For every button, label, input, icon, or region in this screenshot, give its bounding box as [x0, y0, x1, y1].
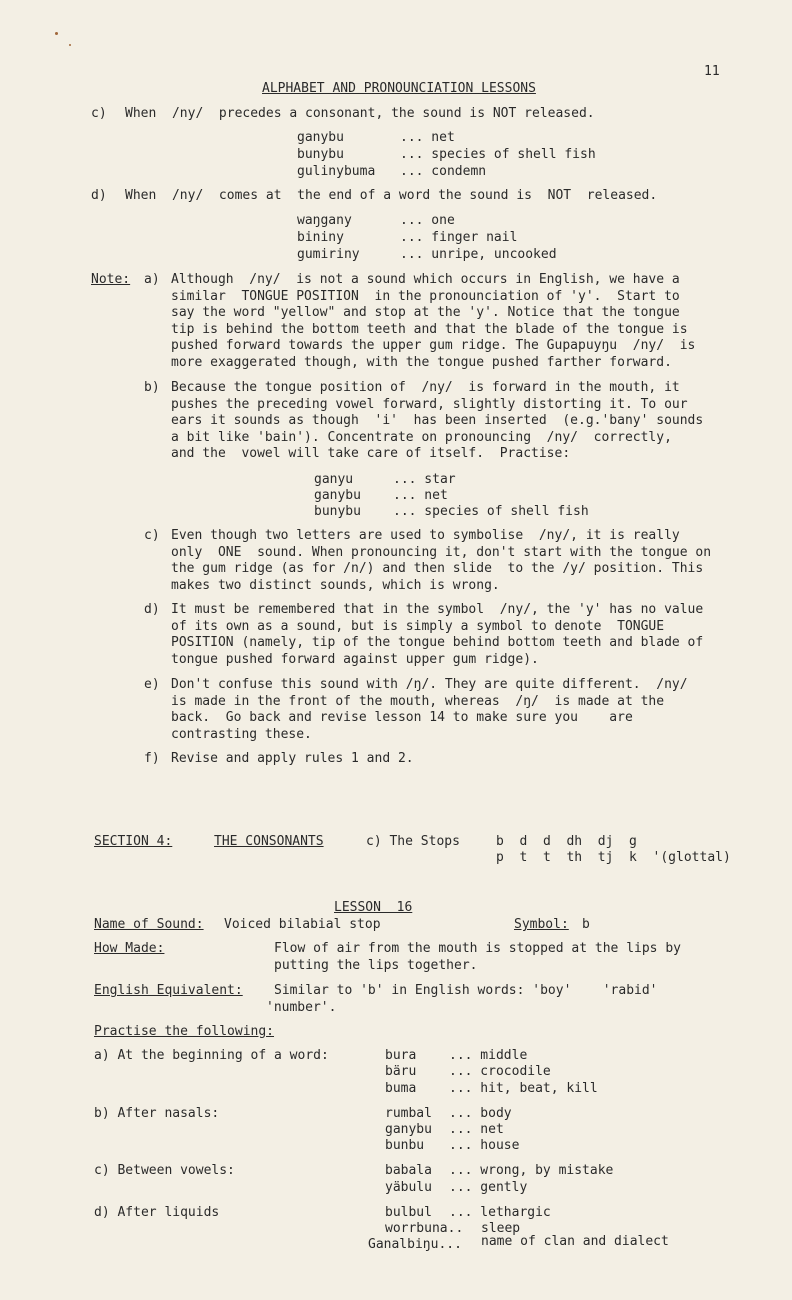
- example-gloss: ... one: [400, 213, 455, 228]
- example-gloss: ... lethargic: [449, 1205, 551, 1220]
- example-gloss: ... net: [449, 1122, 504, 1137]
- text-line: tip is behind the bottom teeth and that the blade of the tongue is: [171, 321, 688, 337]
- note-f-label: f): [144, 751, 160, 766]
- example-word: ganybu: [314, 488, 361, 503]
- text-line: the gum ridge (as for /n/) and then slide to the /y/ position. This: [171, 561, 704, 577]
- text-line: contrasting these.: [171, 726, 312, 742]
- item-d-text: When /ny/ comes at the end of a word the sound is NOT released.: [125, 188, 658, 203]
- practise-group-label: a) At the beginning of a word:: [94, 1048, 329, 1063]
- paper-stain: [69, 44, 71, 46]
- page-number: 11: [704, 64, 720, 79]
- example-word: gulinybuma: [297, 164, 376, 179]
- paper-stain: [55, 32, 58, 35]
- stops-label: c) The Stops: [366, 834, 460, 849]
- example-word: ganyu: [314, 472, 354, 487]
- note-d-text: [171, 602, 703, 668]
- example-word: waŋgany: [297, 213, 352, 228]
- example-word: worrbuna..: [385, 1221, 464, 1236]
- item-c-label: c): [91, 106, 107, 121]
- symbol-label: Symbol:: [514, 917, 569, 932]
- lesson-title: LESSON 16: [334, 900, 413, 915]
- text-line: makes two distinct sounds, which is wrong.: [171, 577, 500, 593]
- text-line: Although /ny/ is not a sound which occurs in English, we have a: [171, 272, 680, 287]
- example-word: Ganalbiŋu...: [368, 1237, 462, 1252]
- section-number: SECTION 4:: [94, 834, 173, 849]
- example-word: bininy: [297, 230, 344, 245]
- example-gloss: ... house: [449, 1138, 520, 1153]
- text-line: Even though two letters are used to symbolise /ny/, it is really: [171, 528, 680, 543]
- practise-group-label: c) Between vowels:: [94, 1163, 235, 1178]
- how-made-line: Flow of air from the mouth is stopped at the lips by: [274, 941, 681, 956]
- example-word: bäru: [385, 1064, 417, 1079]
- text-line: Don't confuse this sound with /ŋ/. They are quite different. /ny/: [171, 677, 688, 692]
- text-line: similar TONGUE POSITION in the pronounciation of 'y'. Start to: [171, 288, 680, 304]
- example-word: babala: [385, 1163, 432, 1178]
- example-gloss: ... net: [400, 130, 455, 145]
- example-gloss: ... star: [393, 472, 456, 487]
- note-d-label: d): [144, 602, 160, 617]
- note-c-label: c): [144, 528, 160, 543]
- name-of-sound-value: Voiced bilabial stop: [224, 917, 381, 932]
- note-c-text: [171, 528, 711, 594]
- text-line: Because the tongue position of /ny/ is forward in the mouth, it: [171, 380, 680, 395]
- example-gloss: ... crocodile: [449, 1064, 551, 1079]
- text-line: It must be remembered that in the symbol /ny/, the 'y' has no value: [171, 602, 704, 617]
- text-line: pushes the preceding vowel forward, slightly distorting it. To our: [171, 396, 688, 412]
- note-b-label: b): [144, 380, 160, 395]
- how-made-label: How Made:: [94, 941, 165, 956]
- how-made-line: putting the lips together.: [274, 958, 478, 973]
- item-c-text: When /ny/ precedes a consonant, the sound is NOT released.: [125, 106, 595, 121]
- text-line: pushed forward towards the upper gum ridge. The Gupapuyŋu /ny/ is: [171, 338, 696, 354]
- practise-group-label: d) After liquids: [94, 1205, 220, 1220]
- note-e-text: [171, 677, 688, 743]
- english-equivalent-text: 'number'.: [266, 1000, 337, 1015]
- example-word: bunbu: [385, 1138, 425, 1153]
- example-gloss: ... condemn: [400, 164, 487, 179]
- example-gloss: ... gently: [449, 1180, 528, 1195]
- example-word: rumbal: [385, 1106, 432, 1121]
- example-gloss: ... unripe, uncooked: [400, 247, 557, 262]
- example-word: bulbul: [385, 1205, 432, 1220]
- text-line: a bit like 'bain'). Concentrate on pronouncing /ny/ correctly,: [171, 429, 672, 445]
- note-b-text: [171, 380, 703, 463]
- practise-group-label: b) After nasals:: [94, 1106, 220, 1121]
- example-word: bunybu: [297, 147, 344, 162]
- example-gloss: ... body: [449, 1106, 512, 1121]
- note-a-label: a): [144, 272, 160, 287]
- example-gloss: ... finger nail: [400, 230, 518, 245]
- example-gloss: ... middle: [449, 1048, 528, 1063]
- stops-row-voiceless: p t t th tj k '(glottal): [496, 850, 731, 865]
- example-word: yäbulu: [385, 1180, 432, 1195]
- text-line: of its own as a sound, but is simply a symbol to denote TONGUE: [171, 618, 665, 634]
- name-of-sound-label: Name of Sound:: [94, 917, 204, 932]
- text-line: more exaggerated though, with the tongue pushed farther forward.: [171, 354, 672, 370]
- symbol-value: b: [582, 917, 590, 932]
- example-gloss: ... net: [393, 488, 448, 503]
- text-line: only ONE sound. When pronouncing it, don't start with the tongue on: [171, 544, 712, 560]
- example-gloss: ... species of shell fish: [393, 504, 589, 519]
- stops-row-voiced: b d d dh dj g: [496, 834, 637, 849]
- example-word: ganybu: [385, 1122, 432, 1137]
- section-title: THE CONSONANTS: [214, 834, 324, 849]
- text-line: tongue pushed forward against upper gum ridge).: [171, 651, 539, 667]
- example-word: buma: [385, 1081, 417, 1096]
- example-word: ganybu: [297, 130, 344, 145]
- english-equivalent-label: English Equivalent:: [94, 983, 243, 998]
- note-f-text: Revise and apply rules 1 and 2.: [171, 751, 414, 766]
- text-line: ears it sounds as though 'i' has been inserted (e.g.'bany' sounds: [171, 413, 704, 429]
- item-d-label: d): [91, 188, 107, 203]
- text-line: back. Go back and revise lesson 14 to make sure you are: [171, 710, 633, 726]
- example-word: bunybu: [314, 504, 361, 519]
- text-line: is made in the front of the mouth, whereas /ŋ/ is made at the: [171, 693, 665, 709]
- header-title: ALPHABET AND PRONOUNCIATION LESSONS: [262, 81, 536, 96]
- note-a-text: [171, 272, 695, 372]
- example-gloss: ... species of shell fish: [400, 147, 596, 162]
- example-word: gumiriny: [297, 247, 360, 262]
- text-line: and the vowel will take care of itself. Practise:: [171, 446, 571, 462]
- english-equivalent-text: Similar to 'b' in English words: 'boy' 'rabid': [274, 983, 658, 998]
- example-gloss: sleep: [481, 1221, 521, 1236]
- text-line: say the word "yellow" and stop at the 'y'. Notice that the tongue: [171, 305, 680, 321]
- note-label: Note:: [91, 272, 131, 287]
- practise-heading: Practise the following:: [94, 1024, 275, 1039]
- example-gloss: ... wrong, by mistake: [449, 1163, 614, 1178]
- text-line: POSITION (namely, tip of the tongue behind bottom teeth and blade of: [171, 635, 704, 651]
- example-word: bura: [385, 1048, 417, 1063]
- note-e-label: e): [144, 677, 160, 692]
- example-gloss: ... hit, beat, kill: [449, 1081, 598, 1096]
- example-gloss: name of clan and dialect: [481, 1234, 669, 1249]
